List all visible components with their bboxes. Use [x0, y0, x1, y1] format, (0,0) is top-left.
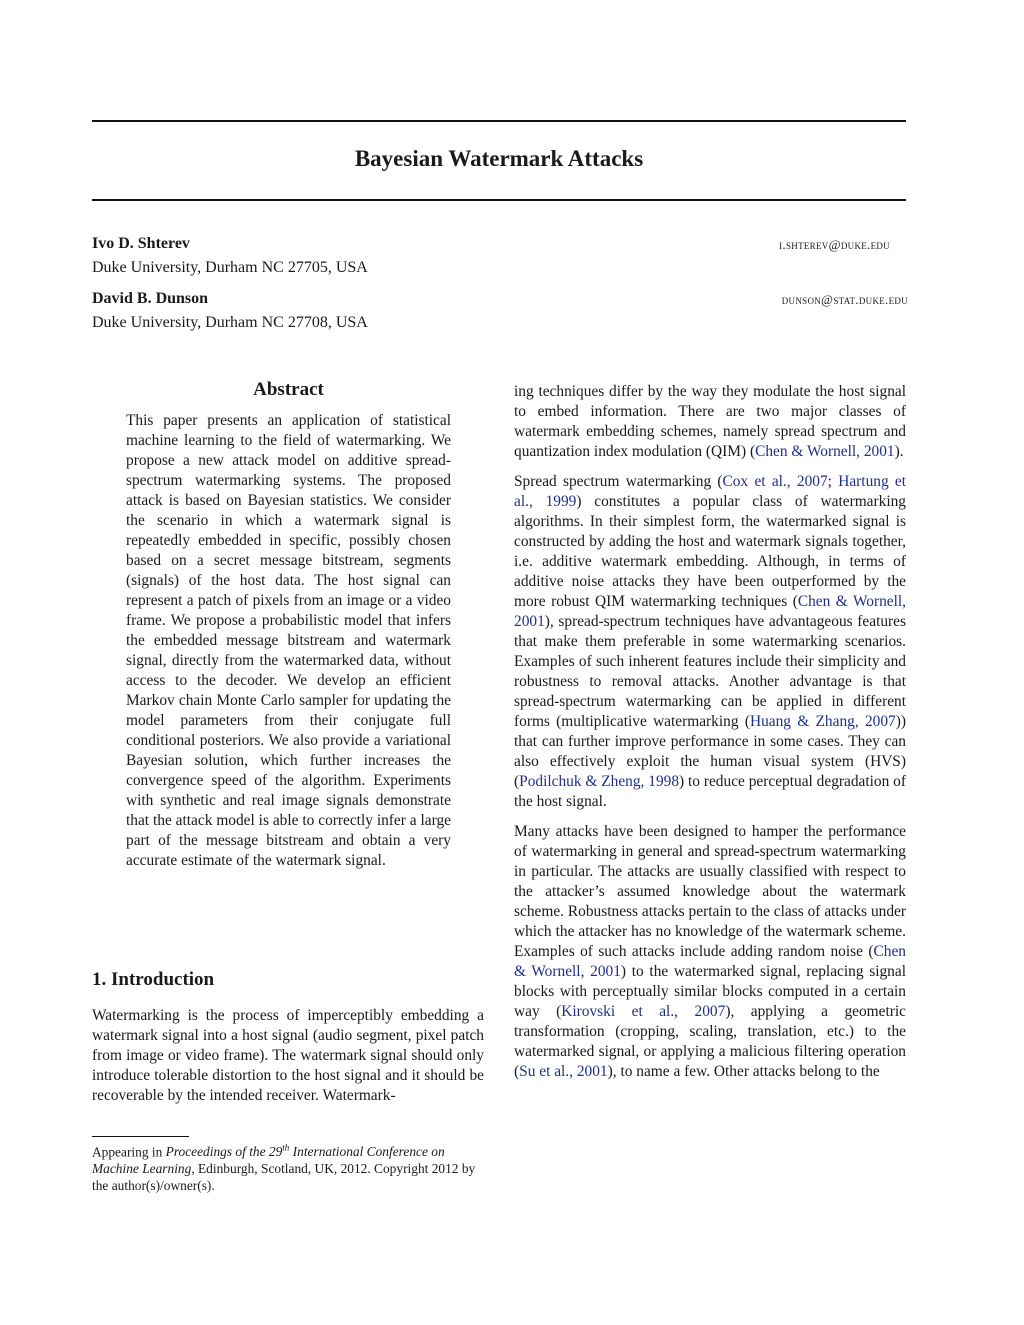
text-run: Spread spectrum watermarking (: [514, 473, 723, 490]
citation-link[interactable]: Cox et al., 2007: [722, 473, 828, 490]
paper-title: Bayesian Watermark Attacks: [354, 146, 644, 171]
text-run: ) to the watermarked signal, replacing signal blocks with perceptually similar blocks computed in a certain way (: [514, 963, 906, 1020]
right-column: [514, 382, 906, 1092]
text-run: Many attacks have been designed to hamper the performance of watermarking in general and spread-spectrum watermarking in particular. The attacks are usually classified with respect to the attacker’s assumed knowledge about the watermark scheme. Robustness attacks pertain to the class of attacks under which the attacker has no knowledge of the watermark scheme. Examples of such attacks include adding random noise (: [514, 823, 906, 960]
introduction-heading: 1. Introduction: [92, 969, 215, 990]
citation-link[interactable]: Kirovski et al., 2007: [561, 1003, 726, 1020]
text-run: ), to name a few. Other attacks belong to the: [607, 1063, 880, 1080]
footnote-venue-sup: th: [282, 1143, 290, 1153]
title-bottom-rule: [92, 199, 906, 201]
paragraph: [514, 472, 906, 812]
footnote: [92, 1140, 492, 1194]
author-affiliation: Duke University, Durham NC 27705, USA: [92, 259, 368, 276]
citation-link[interactable]: Su et al., 2001: [519, 1063, 608, 1080]
text-run: ), spread-spectrum techniques have advantageous features that make them preferable in some watermarking scenarios. Examples of such inherent features include their simplicity and robustness to removal attacks. Another advantage is that spread-spectrum watermarking can be applied in different forms (multiplicative watermarking (: [514, 613, 906, 730]
footnote-venue-b: International Conference on Machine Learning: [92, 1144, 445, 1177]
citation-link[interactable]: Hartung et al., 1999: [514, 473, 907, 510]
text-run: ) constitutes a popular class of watermarking algorithms. In their simplest form, the watermarked signal is constructed by adding the host and watermark signals together, i.e. additive watermark embedding. Although, in terms of additive noise attacks they have been outperformed by the more robust QIM watermarking techniques (: [514, 493, 906, 610]
text-run: ).: [894, 443, 904, 460]
text-run: ;: [827, 473, 839, 490]
author-affiliation: Duke University, Durham NC 27708, USA: [92, 314, 368, 331]
author-name: Ivo D. Shterev: [92, 235, 190, 252]
citation-link[interactable]: Huang & Zhang, 2007: [749, 713, 896, 730]
footnote-venue-a: Proceedings of the 29: [165, 1144, 283, 1160]
abstract-text: This paper presents an application of statistical machine learning to the field of watermarking. We propose a new attack model on additive spread-spectrum watermarking systems. The proposed attack is based on Bayesian statistics. We consider the scenario in which a watermark signal is repeatedly embedded in specific, possibly chosen based on a secret message bitstream, segments (signals) of the host data. The host signal can represent a patch of pixels from an image or a video frame. We propose a probabilistic model that infers the embedded message bitstream and watermark signal, directly from the watermarked data, without access to the decoder. We develop an efficient Markov chain Monte Carlo sampler for updating the model parameters from their conjugate full conditional posteriors. We also provide a variational Bayesian solution, which further increases the convergence speed of the algorithm. Experiments with synthetic and real image signals demonstrate that the attack model is able to correctly infer a large part of the message bitstream and obtain a very accurate estimate of the watermark signal.: [126, 412, 451, 869]
citation-link[interactable]: Chen & Wornell, 2001: [755, 443, 895, 460]
author-email[interactable]: i.shterev@duke.edu: [779, 237, 890, 252]
footnote-suffix: , Edinburgh, Scotland, UK, 2012. Copyright 2012 by the author(s)/owner(s).: [92, 1161, 476, 1194]
text-run: ), applying a geometric transformation (cropping, scaling, translation, etc.) to the watermarked signal, or applying a malicious filtering operation (: [514, 1003, 906, 1080]
abstract-heading: Abstract: [253, 379, 324, 400]
introduction-text: Watermarking is the process of imperceptibly embedding a watermark signal into a host signal (audio segment, pixel patch from image or video frame). The watermark signal should only introduce tolerable distortion to the host signal and it should be recoverable by the intended receiver. Watermark-: [92, 1007, 484, 1104]
author-email[interactable]: dunson@stat.duke.edu: [781, 292, 908, 307]
text-run: )) that can further improve performance in some cases. They can also effectively exploit the human visual system (HVS) (: [514, 713, 907, 790]
paragraph: [514, 382, 906, 462]
text-run: ing techniques differ by the way they modulate the host signal to embed information. There are two major classes of watermark embedding schemes, namely spread spectrum and quantization index modulation (QIM) (: [514, 383, 906, 460]
author-name: David B. Dunson: [92, 290, 209, 307]
title-top-rule: [92, 120, 906, 122]
text-run: ) to reduce perceptual degradation of the host signal.: [514, 773, 906, 810]
footnote-rule: [92, 1136, 189, 1137]
citation-link[interactable]: Podilchuk & Zheng, 1998: [519, 773, 680, 790]
footnote-prefix: Appearing in: [92, 1144, 166, 1160]
citation-link[interactable]: Chen & Wornell, 2001: [514, 943, 906, 980]
citation-link[interactable]: Chen & Wornell, 2001: [514, 593, 907, 630]
paragraph: [514, 822, 906, 1082]
